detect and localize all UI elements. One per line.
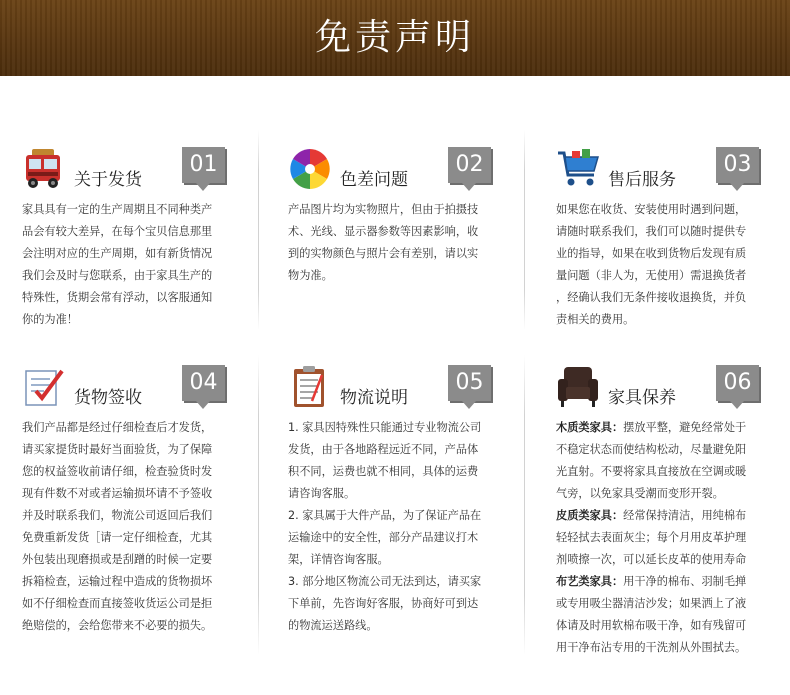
card-number-badge: 02: [448, 147, 491, 183]
card-text-line: 1. 家具因特殊性只能通过专业物流公司: [288, 421, 482, 434]
card-text-line: 我们产品都是经过仔细检查后才发货，: [22, 421, 213, 434]
header-banner: [0, 0, 790, 76]
card-text-line: 轻轻拭去表面灰尘；每个月用皮革护理: [556, 531, 747, 544]
card-text-line: 光直射。不要将家具直接放在空调或暖: [556, 465, 747, 478]
card-text-line: 如不仔细检查而直接签收货运公司是拒: [22, 597, 213, 610]
card-title: 关于发货: [74, 170, 142, 190]
card-text-line: 如果您在收货、安装使用时遇到问题，: [556, 203, 747, 216]
delivery-truck-icon: [22, 147, 66, 191]
card-text-line: 量问题（非人为，无使用）需退换货者: [556, 269, 747, 282]
card-text-line: 会注明对应的生产周期，如有新货情况: [22, 247, 213, 260]
category-heading: 木质类家具：: [556, 421, 624, 434]
card-text-line: 请随时联系我们，我们可以随时提供专: [556, 225, 747, 238]
card-text-line: 责相关的费用。: [556, 313, 635, 326]
card-text-line: 剂喷擦一次，可以延长皮革的使用寿命: [556, 553, 747, 566]
category-heading: 皮质类家具：: [556, 509, 624, 522]
card-text-line: 外包装出现磨损或是刮蹭的时候一定要: [22, 553, 213, 566]
card-title: 货物签收: [74, 388, 142, 408]
card-text-line: 架，详情咨询客服。: [288, 553, 389, 566]
card-text-line: 并及时联系我们，物流公司返回后我们: [22, 509, 213, 522]
card-text-line: 气旁，以免家具受潮而变形开裂。: [556, 487, 724, 500]
card-body: [22, 417, 262, 637]
card-text-line: 业的指导，如果在收到货物后发现有质: [556, 247, 747, 260]
card-body: [288, 417, 528, 637]
card-text-line: 运输途中的安全性，部分产品建议打木: [288, 531, 479, 544]
card-text-line: 发货，由于各地路程远近不同，产品体: [288, 443, 479, 456]
card-number-badge: 04: [182, 365, 225, 401]
card-body: [22, 199, 262, 331]
card-text-line: 你的为准！: [22, 313, 78, 326]
card-text-line: 用干净布沾专用的干洗剂从外围拭去。: [556, 641, 747, 654]
card-number-badge: 01: [182, 147, 225, 183]
clipboard-checklist-icon: [288, 365, 332, 409]
card-title: 家具保养: [608, 388, 676, 408]
card-text-line: 皮质类家具：经常保持清洁，用纯棉布: [556, 509, 747, 522]
card-text-line: 术、光线、显示器参数等因素影响，收: [288, 225, 479, 238]
card-text-line: 积不同，运费也就不相同，具体的运费: [288, 465, 479, 478]
card-text-line: 您的权益签收前请仔细，检查验货时发: [22, 465, 213, 478]
card-number-badge: 03: [716, 147, 759, 183]
card-text-line: 体请及时用软棉布吸干净，如有残留可: [556, 619, 747, 632]
card-text-line: 的物流运送路线。: [288, 619, 378, 632]
card-text-line: 免费重新发货［请一定仔细检查，尤其: [22, 531, 213, 544]
card-text-line: 现有件数不对或者运输损坏请不予签收: [22, 487, 213, 500]
card-text-line: 绝赔偿的，会给您带来不必要的损失。: [22, 619, 213, 632]
card-text-line: 木质类家具：摆放平整，避免经常处于: [556, 421, 747, 434]
card-text-line: 到的实物颜色与照片会有差别，请以实: [288, 247, 479, 260]
card-body: [288, 199, 528, 287]
card-body: [556, 199, 790, 331]
card-title: 售后服务: [608, 170, 676, 190]
card-text-line: 家具具有一定的生产周期且不同种类产: [22, 203, 213, 216]
card-text-line: 布艺类家具：用干净的棉布、羽制毛掸: [556, 575, 747, 588]
card-title: 物流说明: [340, 388, 408, 408]
card-title: 色差问题: [340, 170, 408, 190]
page-title: 免责声明: [314, 17, 475, 58]
card-text-line: 3. 部分地区物流公司无法到达，请买家: [288, 575, 482, 588]
card-text-line: 产品图片均为实物照片，但由于拍摄技: [288, 203, 479, 216]
card-text-line: 拆箱检查，运输过程中造成的货物损坏: [22, 575, 213, 588]
signed-document-icon: [22, 365, 66, 409]
card-text-line: 请咨询客服。: [288, 487, 356, 500]
card-text-line: 我们会及时与您联系，由于家具生产的: [22, 269, 213, 282]
card-text-line: 请买家提货时最好当面验货，为了保障: [22, 443, 213, 456]
card-text-line: ，经确认我们无条件接收退换货，并负: [556, 291, 747, 304]
card-text-line: 品会有较大差异，在每个宝贝信息那里: [22, 225, 213, 238]
card-text-line: 2. 家具属于大件产品，为了保证产品在: [288, 509, 482, 522]
card-body: [556, 417, 790, 659]
card-number-badge: 06: [716, 365, 759, 401]
shopping-cart-icon: [556, 147, 600, 191]
card-text-line: 物为准。: [288, 269, 333, 282]
card-text-line: 不稳定状态而使结构松动，尽量避免阳: [556, 443, 747, 456]
color-palette-icon: [288, 147, 332, 191]
category-heading: 布艺类家具：: [556, 575, 624, 588]
armchair-icon: [556, 365, 600, 409]
card-text-line: 下单前，先咨询好客服，协商好可到达: [288, 597, 479, 610]
card-text-line: 或专用吸尘器清洁沙发；如果洒上了液: [556, 597, 747, 610]
card-text-line: 特殊性，货期会常有浮动，以客服通知: [22, 291, 213, 304]
card-number-badge: 05: [448, 365, 491, 401]
